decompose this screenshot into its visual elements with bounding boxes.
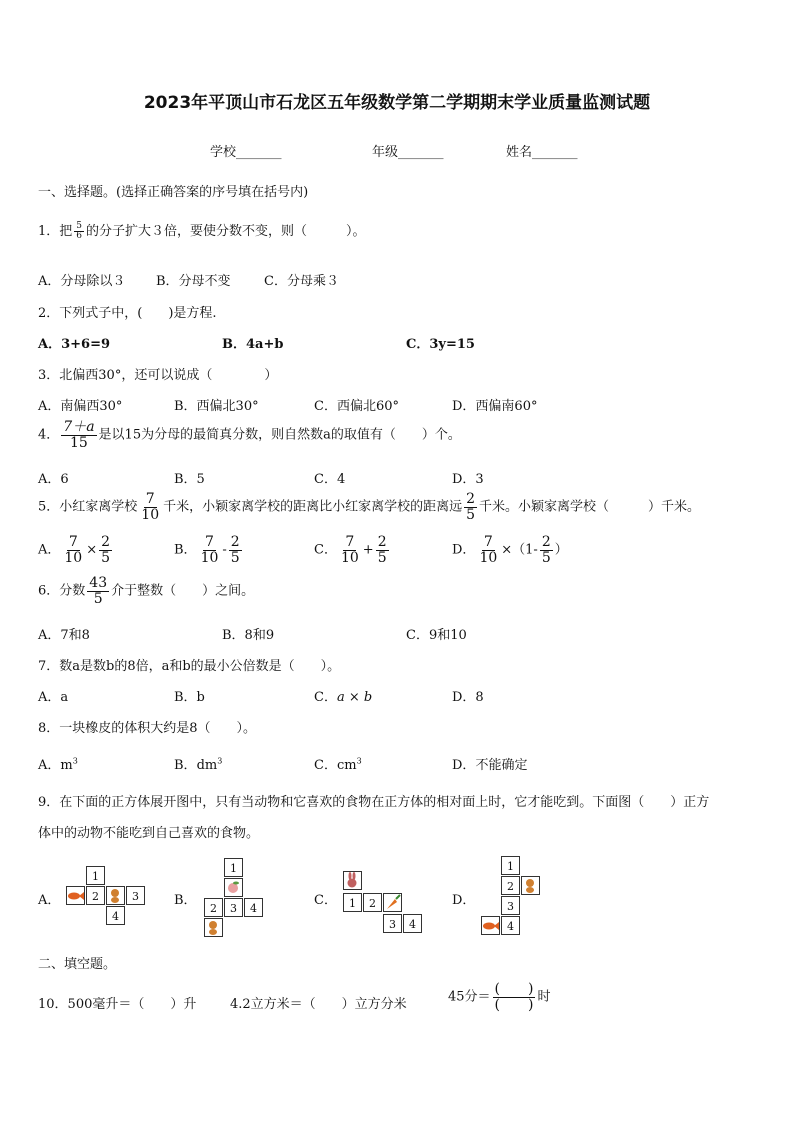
net-face: 3 xyxy=(126,886,145,905)
school-field[interactable]: 学校_______ xyxy=(210,145,282,160)
net-face: 2 xyxy=(204,898,223,917)
peach-icon xyxy=(224,878,243,897)
fraction: $\frac{7}{10}$ xyxy=(141,491,160,523)
q2-option-c[interactable]: C．3y=15 xyxy=(406,337,475,352)
net-face: 2 xyxy=(363,893,382,912)
net-face: 2 xyxy=(501,876,520,895)
q8-option-b[interactable]: B．$dm^3$ xyxy=(174,756,223,773)
q4-option-b[interactable]: B．5 xyxy=(174,472,205,487)
question-2: 2．下列式子中，( )是方程. xyxy=(38,306,217,321)
question-10-part2: 4.2立方米＝（ ）立方分米 xyxy=(230,997,407,1012)
question-9-line1: 9．在下面的正方体展开图中，只有当动物和它喜欢的食物在正方体的相对面上时，它才能吃到。下面图（ ）正方 xyxy=(38,795,710,810)
fraction: $\frac{7+a}{15}$ xyxy=(63,419,95,451)
q2-option-b[interactable]: B．4a+b xyxy=(222,337,284,352)
question-5: 5．小红家离学校 $\frac{7}{10}$ 千米，小颖家离学校的距离比小红家离学校的距离远 $\frac{2}{5}$ 千米。小颖家离学校（ ）千米。 xyxy=(38,491,701,523)
q5-option-d[interactable]: D． $\frac{7}{10}$ ×（1- $\frac{2}{5}$ ） xyxy=(452,534,568,566)
q1-option-a[interactable]: A．分母除以３ xyxy=(38,274,126,289)
net-face: 4 xyxy=(501,916,520,935)
monkey-icon xyxy=(204,918,223,937)
fish-icon xyxy=(481,916,500,935)
q3-option-b[interactable]: B．西偏北30° xyxy=(174,399,259,414)
fraction: $\frac{43}{5}$ xyxy=(89,575,108,607)
name-field[interactable]: 姓名_______ xyxy=(506,145,578,160)
net-face: 3 xyxy=(224,898,243,917)
net-face: 4 xyxy=(106,906,125,925)
q4-option-a[interactable]: A．6 xyxy=(38,472,69,487)
net-face: 4 xyxy=(403,914,422,933)
monkey-icon xyxy=(521,876,540,895)
net-face: 3 xyxy=(501,896,520,915)
q9-option-c-label[interactable]: C． xyxy=(314,893,337,908)
net-face: 2 xyxy=(86,886,105,905)
section-heading-fill: 二、填空题。 xyxy=(38,957,117,972)
q6-option-c[interactable]: C．9和10 xyxy=(406,628,467,643)
section-heading-choice: 一、选择题。(选择正确答案的序号填在括号内) xyxy=(38,185,309,200)
question-7: 7．数a是数b的8倍，a和b的最小公倍数是（ ）。 xyxy=(38,659,341,674)
q9-option-d-label[interactable]: D． xyxy=(452,893,476,908)
net-face: 4 xyxy=(244,898,263,917)
q4-option-c[interactable]: C．4 xyxy=(314,472,346,487)
q5-option-a[interactable]: A． $\frac{7}{10}$ × $\frac{2}{5}$ xyxy=(38,534,111,566)
q7-option-b[interactable]: B．b xyxy=(174,690,205,705)
q5-option-b[interactable]: B． $\frac{7}{10}$ - $\frac{2}{5}$ xyxy=(174,534,240,566)
grade-field[interactable]: 年级_______ xyxy=(372,145,444,160)
question-10-part1: 10．500毫升＝（ ）升 xyxy=(38,997,197,1012)
question-3: 3．北偏西30°，还可以说成（ ） xyxy=(38,368,278,383)
fraction: $\frac{( )}{( )}$ xyxy=(494,981,534,1013)
fraction: $\frac{5}{6}$ xyxy=(76,220,83,241)
q2-option-a[interactable]: A．3+6=9 xyxy=(38,337,111,352)
q3-option-c[interactable]: C．西偏北60° xyxy=(314,399,399,414)
page-title: 2023年平顶山市石龙区五年级数学第二学期期末学业质量监测试题 xyxy=(143,93,651,113)
q1-option-c[interactable]: C．分母乘３ xyxy=(264,274,339,289)
net-face: 1 xyxy=(224,858,243,877)
net-face: 1 xyxy=(501,856,520,875)
question-1: 1．把 $\frac{5}{6}$ 的分子扩大３倍，要使分数不变，则（ ）。 xyxy=(38,220,366,241)
q3-option-d[interactable]: D．西偏南60° xyxy=(452,399,538,414)
net-face: 3 xyxy=(383,914,402,933)
monkey-icon xyxy=(106,886,125,905)
q6-option-b[interactable]: B．8和9 xyxy=(222,628,275,643)
q6-option-a[interactable]: A．7和8 xyxy=(38,628,90,643)
q9-option-a-label[interactable]: A． xyxy=(38,893,61,908)
net-face: 1 xyxy=(86,866,105,885)
question-4: 4． $\frac{7+a}{15}$ 是以15为分母的最简真分数，则自然数a的取值有（ ）个。 xyxy=(38,419,461,451)
rabbit-icon xyxy=(343,871,362,890)
q3-option-a[interactable]: A．南偏西30° xyxy=(38,399,123,414)
q8-option-a[interactable]: A．$m^3$ xyxy=(38,756,78,773)
fish-icon xyxy=(66,886,85,905)
question-10-part3: 45分＝ $\frac{( )}{( )}$ 时 xyxy=(448,981,551,1013)
q5-option-c[interactable]: C． $\frac{7}{10}$ + $\frac{2}{5}$ xyxy=(314,534,387,566)
q8-option-c[interactable]: C．$cm^3$ xyxy=(314,756,362,773)
q4-option-d[interactable]: D．3 xyxy=(452,472,484,487)
question-8: 8．一块橡皮的体积大约是8（ ）。 xyxy=(38,721,257,736)
q8-option-d[interactable]: D．不能确定 xyxy=(452,758,528,773)
q1-option-b[interactable]: B．分母不变 xyxy=(156,274,231,289)
carrot-icon xyxy=(383,893,402,912)
question-6: 6．分数 $\frac{43}{5}$ 介于整数（ ）之间。 xyxy=(38,575,255,607)
question-9-line2: 体中的动物不能吃到自己喜欢的食物。 xyxy=(38,826,260,841)
q9-option-b-label[interactable]: B． xyxy=(174,893,197,908)
fraction: $\frac{2}{5}$ xyxy=(466,491,476,523)
net-face: 1 xyxy=(343,893,362,912)
q7-option-d[interactable]: D．8 xyxy=(452,690,484,705)
q7-option-c[interactable]: C．a × b xyxy=(314,690,373,705)
q7-option-a[interactable]: A．a xyxy=(38,690,69,705)
